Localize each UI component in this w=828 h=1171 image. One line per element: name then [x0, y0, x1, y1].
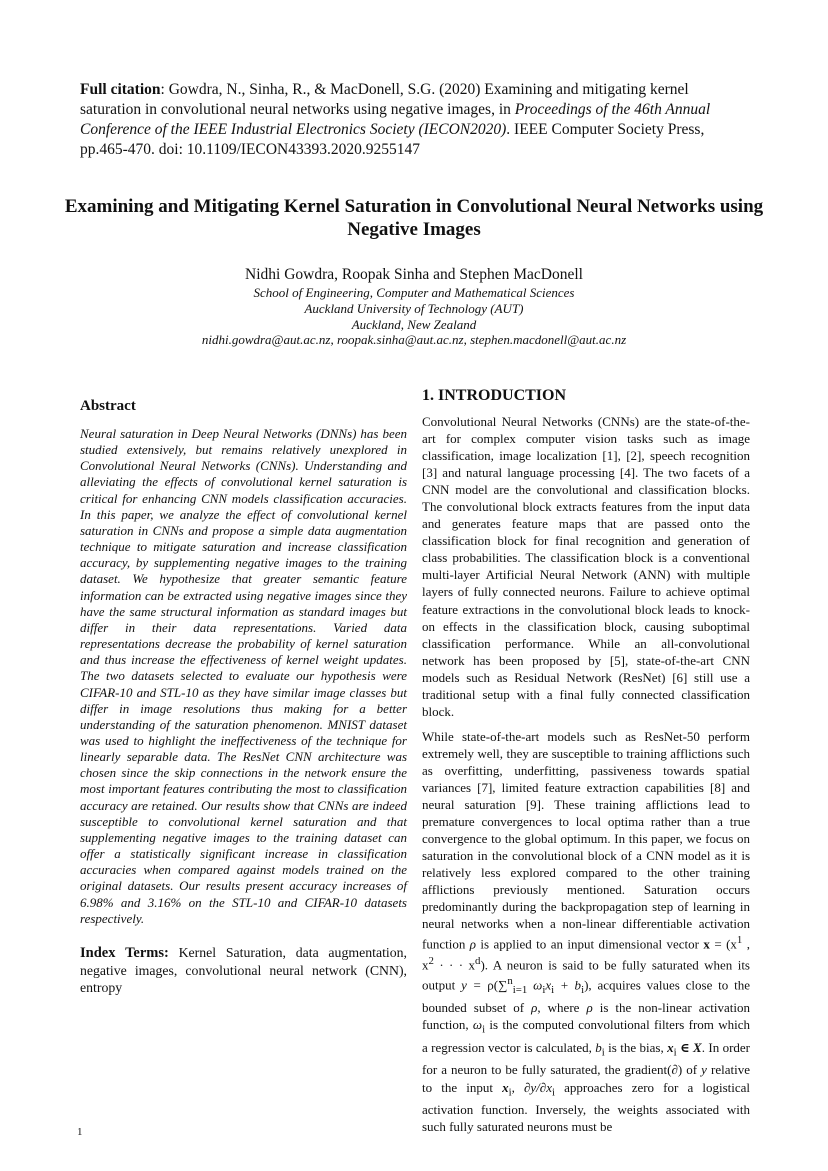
- index-terms-text: Kernel Saturation, data augmentation, negative images, convolutional neural network (CNN), entropy: [80, 944, 407, 995]
- citation-venue: Proceedings of the 46th Annual Conference of the IEEE Industrial Electronics Society (IECON2020): [80, 101, 711, 138]
- author-affiliation: [60, 285, 768, 348]
- citation-sep: :: [160, 81, 169, 98]
- index-terms-label: Index Terms:: [80, 944, 169, 961]
- affiliation-location: Auckland, New Zealand: [351, 316, 477, 332]
- index-terms: [80, 944, 407, 996]
- abstract-heading: Abstract: [80, 398, 136, 414]
- intro-paragraph-2: While state-of-the-art models such as ResNet-50 perform extremely well, they are susceptible to training afflictions such as overfitting, underfitting, passiveness towards spatial variances [7], limited feature extraction capabilities [8] and neural saturation [9]. These training afflictions lead to premature convergences to local optima rather than a true convergence to the global optimum. In this paper, we focus on saturation in the convolutional block of a CNN model as it is relatively less explored compared to the other training afflictions previously mentioned. Saturation occurs predominantly during the backpropagation step of learning in neural networks when a non-linear differentiable activation function ρ is applied to an input dimensional vector $x = (x^1$ , $x^2$ · · · $x^d$). A neuron is said to be fully saturated when its output y = ρ(∑$^n_{i=1}$ $\omega_ix_i + b_i$), acquires values close to the bounded subset of ρ, where ρ is the non-linear activation function, $\omega_i$ is the computed convolutional filters from which a regression vector is calculated, $b_i$ is the bias, $x_i$ ∈ X. In order for a neuron to be fully saturated, the gradient(∂) of y relative to the input $x_i$, $\partial y/\partial x_i$ approaches zero for a logistical activation function. Inversely, the weights associated with such fully saturated neurons must be: [422, 728, 751, 1135]
- affiliation-school: School of Engineering, Computer and Mathematical Sciences: [253, 285, 575, 300]
- paper-authors: Nidhi Gowdra, Roopak Sinha and Stephen MacDonell: [245, 266, 583, 283]
- affiliation-university: Auckland University of Technology (AUT): [304, 300, 524, 316]
- paper-title: Examining and Mitigating Kernel Saturation in Convolutional Neural Networks using Negative Images: [64, 196, 764, 240]
- intro-paragraph-1: Convolutional Neural Networks (CNNs) are the state-of-the-art for complex computer vision tasks such as image classification, image localization [1], [2], speech recognition [3] and natural language processing [4]. The two facets of a CNN model are the convolutional and classification blocks. The convolutional block extracts features from the input data and generates feature maps that are passed onto the classification block for final recognition and generation of class probabilities. The classification block is a conventional multi-layer Artificial Neural Network (ANN) with multiple layers of fully connected neurons. Failure to achieve optimal feature extractions in the convolutional block leads to knock-on effects in the classification block, causing suboptimal classification performance. While an all-convolutional network has been proposed by [5], state-of-the-art CNN models such as Residual Network (ResNet) [6] still use a traditional setup with a final fully connected classification block.: [422, 414, 750, 719]
- abstract-text: Neural saturation in Deep Neural Networks (DNNs) has been studied extensively, but remains relatively unexplored in Convolutional Neural Networks (CNNs). Understanding and alleviating the effects of convolutional kernel saturation is critical for enhancing CNN models classification accuracies. In this paper, we analyze the effect of convolutional kernel saturation in CNNs and propose a simple data augmentation technique to mitigate saturation and increase classification accuracy, by supplementing negative images to the training dataset. We hypothesize that greater semantic feature information can be extracted using negative images since they have the same structural information as standard images but differ in their data representations. Varied data representations decrease the probability of kernel saturation and thus increase the effectiveness of kernel weight updates. The two datasets selected to evaluate our hypothesis were CIFAR-10 and STL-10 as they have similar image classes but differ in image resolutions thus making for a better understanding of the saturation phenomenon. MNIST dataset was used to highlight the ineffectiveness of the technique for linearly separable data. The ResNet CNN architecture was chosen since the skip connections in the network ensure the most important features contributing the most to classification accuracy are retained. Our results show that CNNs are indeed susceptible to convolutional kernel saturation and that supplementing negative images to the training dataset can offer a statistically significant increase in classification accuracies when compared against models trained on the original datasets. Our results present accuracy increases of 6.98% and 3.16% on the STL-10 and CIFAR-10 datasets respectively.: [80, 426, 407, 926]
- left-column: [80, 393, 407, 996]
- page-number: 1: [77, 1126, 83, 1138]
- author-emails: nidhi.gowdra@aut.ac.nz, roopak.sinha@aut.ac.nz, stephen.macdonell@aut.ac.nz: [201, 332, 627, 348]
- right-column: [422, 385, 750, 1143]
- citation-text-b: . IEEE Computer Society Press, pp.465-470. doi: 10.1109/IECON43393.2020.9255147: [80, 121, 705, 158]
- full-citation: [80, 80, 748, 160]
- citation-text-a: Gowdra, N., Sinha, R., & MacDonell, S.G. (2020) Examining and mitigating kernel saturation in convolutional neural networks using negative images, in: [80, 81, 689, 118]
- introduction-heading: 1. INTRODUCTION: [422, 387, 567, 404]
- citation-label: Full citation: [80, 81, 161, 98]
